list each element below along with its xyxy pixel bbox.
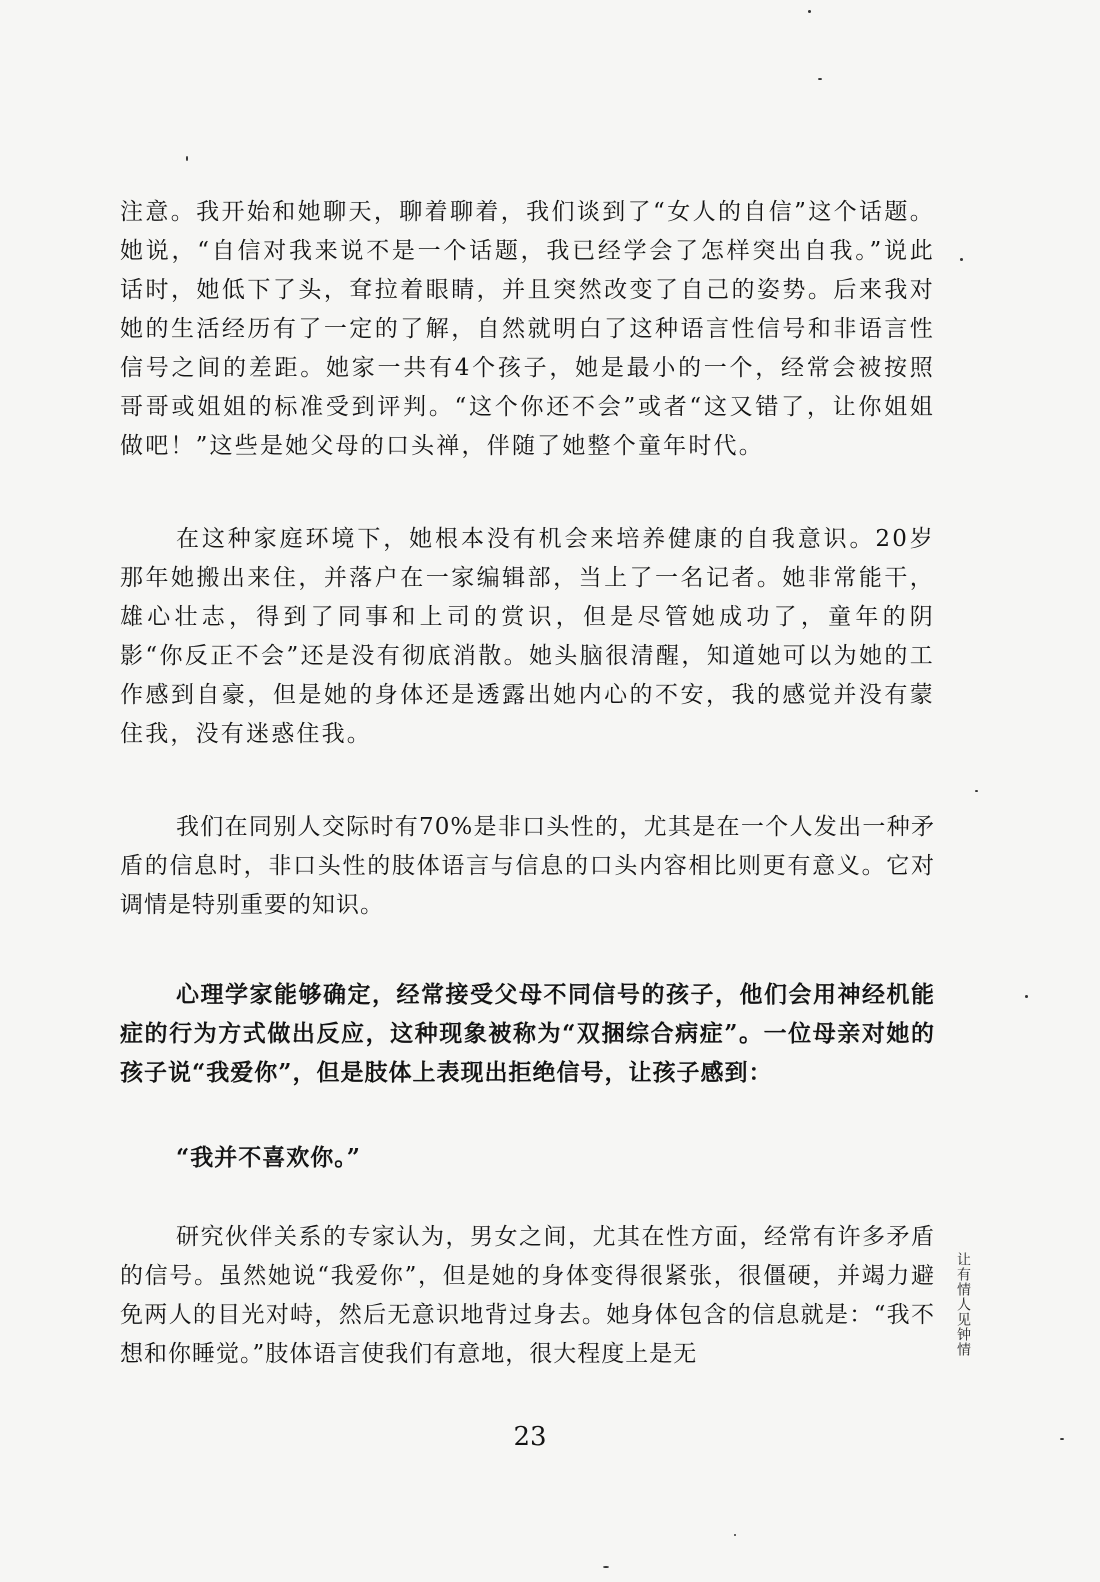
page-number: 23 bbox=[513, 1422, 547, 1452]
scan-speck bbox=[818, 78, 822, 80]
paragraph-3: 我们在同别人交际时有70%是非口头性的，尤其是在一个人发出一种矛盾的信息时，非口头性的肢体语言与信息的口头内容相比则更有意义。它对调情是特别重要的知识。 bbox=[120, 814, 935, 918]
scan-speck bbox=[186, 156, 188, 161]
paragraph-2: 在这种家庭环境下，她根本没有机会来培养健康的自我意识。20岁那年她搬出来住，并落户在一家编辑部，当上了一名记者。她非常能干，雄心壮志，得到了同事和上司的赏识，但是尽管她成功了，童年的阴影“你反正不会”还是没有彻底消散。她头脑很清醒，知道她可以为她的工作感到自豪，但是她的身体还是透露出她内心的不安，我的感觉并没有蒙住我，没有迷惑住我。 bbox=[120, 526, 935, 747]
paragraph-4: 心理学家能够确定，经常接受父母不同信号的孩子，他们会用神经机能症的行为方式做出反应，这种现象被称为“双捆综合病症”。一位母亲对她的孩子说“我爱你”，但是肢体上表现出拒绝信号，让孩子感到： bbox=[120, 981, 935, 1086]
scan-speck bbox=[960, 258, 963, 261]
scan-speck bbox=[1025, 995, 1028, 998]
scan-speck bbox=[603, 1566, 609, 1568]
scan-speck bbox=[734, 1534, 736, 1536]
paragraph-1: 注意。我开始和她聊天，聊着聊着，我们谈到了“女人的自信”这个话题。她说，“自信对我来说不是一个话题，我已经学会了怎样突出自我。”说此话时，她低下了头，耷拉着眼睛，并且突然改变了自己的姿势。后来我对她的生活经历有了一定的了解，自然就明白了这种语言性信号和非语言性信号之间的差距。她家一共有4个孩子，她是最小的一个，经常会被按照哥哥或姐姐的标准受到评判。“这个你还不会”或者“这又错了，让你姐姐做吧！”这些是她父母的口头禅，伴随了她整个童年时代。 bbox=[120, 199, 935, 459]
paragraph-6: 研究伙伴关系的专家认为，男女之间，尤其在性方面，经常有许多矛盾的信号。虽然她说“我爱你”，但是她的身体变得很紧张，很僵硬，并竭力避免两人的目光对峙，然后无意识地背过身去。她身体包含的信息就是：“我不想和你睡觉。”肢体语言使我们有意地，很大程度上是无 bbox=[120, 1224, 935, 1367]
running-title: 让有情人见钟情 bbox=[955, 1252, 971, 1357]
scan-speck bbox=[975, 790, 978, 792]
scan-speck bbox=[1060, 1438, 1064, 1440]
scan-speck bbox=[808, 10, 811, 13]
paragraph-5: “我并不喜欢你。” bbox=[176, 1144, 361, 1171]
